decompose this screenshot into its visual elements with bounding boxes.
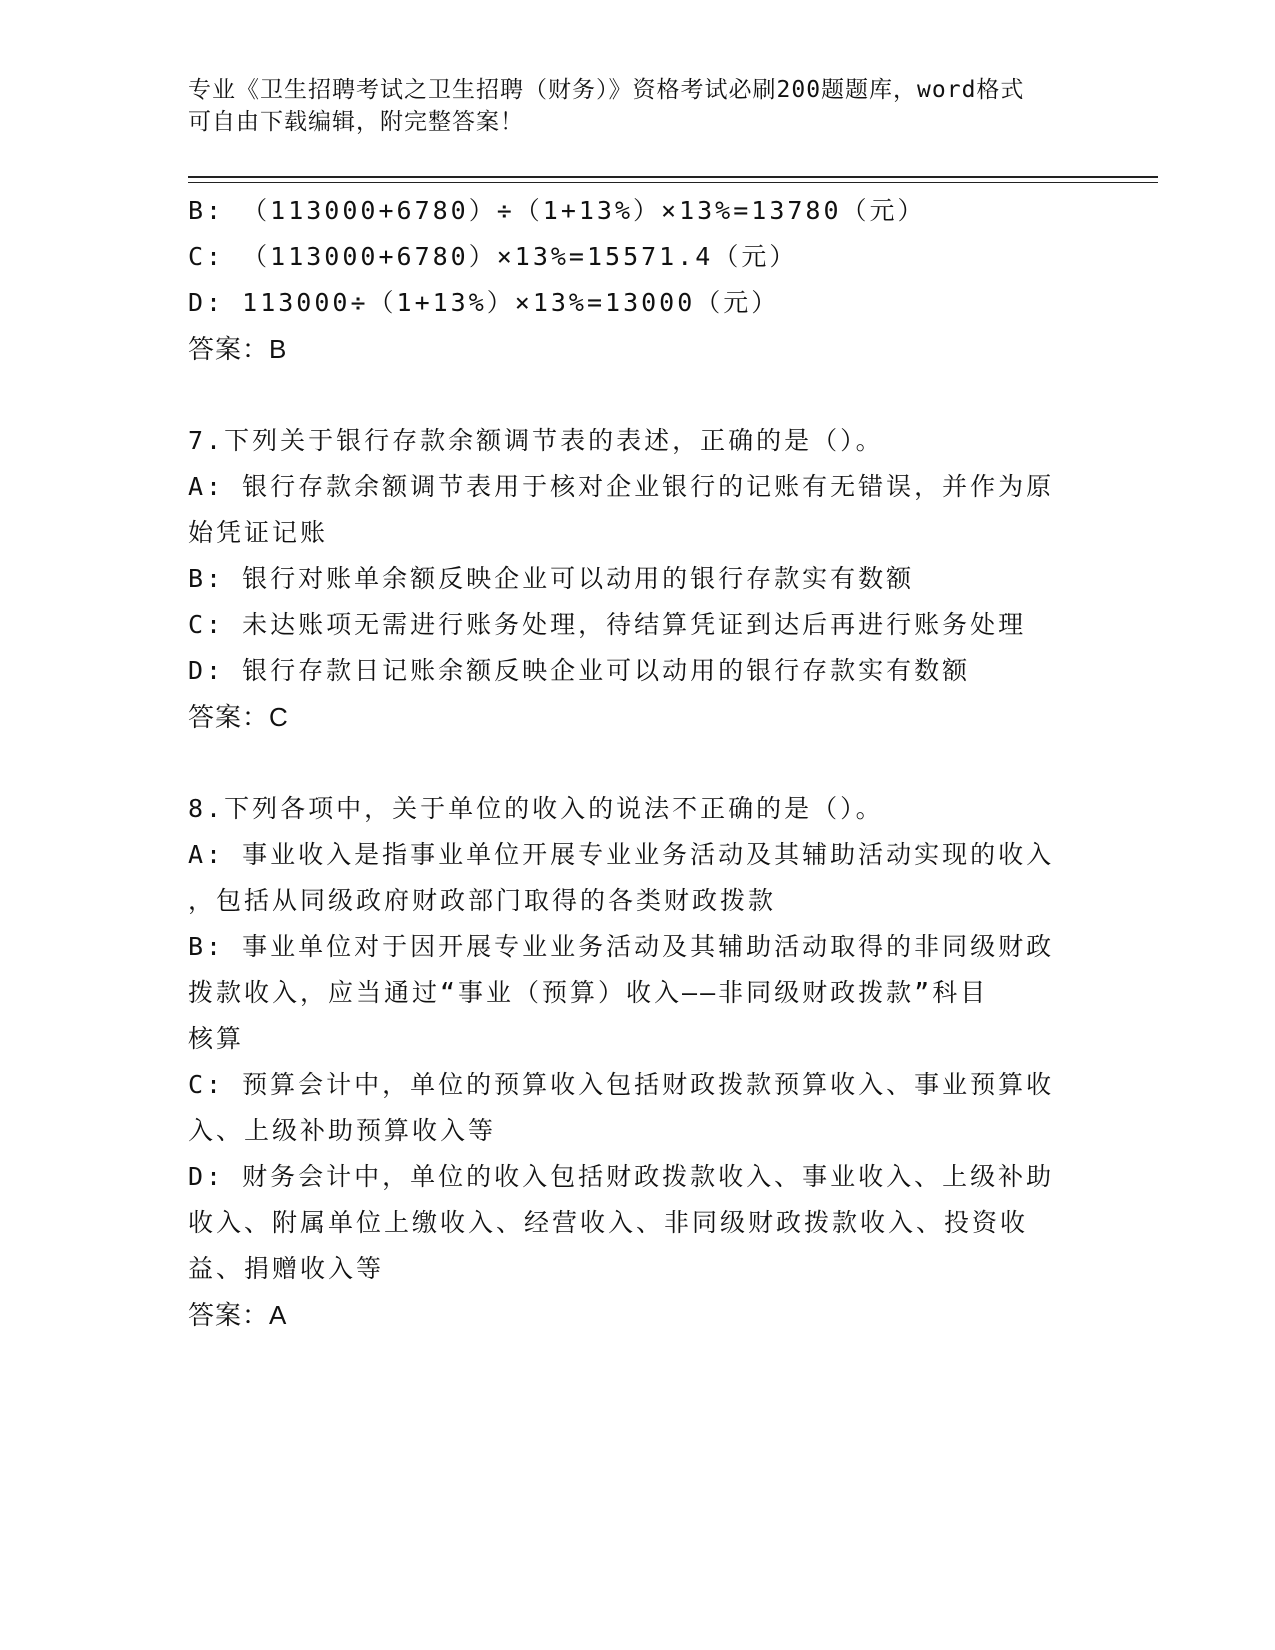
q8-option-d-line-2: 收入、附属单位上缴收入、经营收入、非同级财政拨款收入、投资收 xyxy=(188,1208,1029,1237)
q8-option-c-line-2: 入、上级补助预算收入等 xyxy=(188,1116,497,1145)
q6-option-c: C: （113000+6780）×13%=15571.4（元） xyxy=(188,242,798,271)
header-line-2: 可自由下载编辑，附完整答案！ xyxy=(188,109,524,135)
q8-option-d-line-1: D: 财务会计中，单位的收入包括财政拨款收入、事业收入、上级补助 xyxy=(188,1162,1055,1191)
spacer xyxy=(188,372,1088,418)
spacer xyxy=(188,740,1088,786)
q6-answer: 答案：B xyxy=(188,334,288,364)
q8-option-b-line-2: 拨款收入，应当通过“事业（预算）收入——非同级财政拨款”科目 xyxy=(188,978,989,1007)
q6-option-d: D: 113000÷（1+13%）×13%=13000（元） xyxy=(188,288,780,317)
q8-option-a-line-1: A: 事业收入是指事业单位开展专业业务活动及其辅助活动实现的收入 xyxy=(188,840,1055,869)
q8-stem: 8.下列各项中，关于单位的收入的说法不正确的是（）。 xyxy=(188,794,884,823)
header-divider-thin xyxy=(188,182,1158,183)
q7-stem: 7.下列关于银行存款余额调节表的表述，正确的是（）。 xyxy=(188,426,884,455)
q8-option-a-line-2: ，包括从同级政府财政部门取得的各类财政拨款 xyxy=(188,886,777,915)
q7-option-b: B: 银行对账单余额反映企业可以动用的银行存款实有数额 xyxy=(188,564,915,593)
header-divider-thick xyxy=(188,176,1158,178)
q8-option-b-line-1: B: 事业单位对于因开展专业业务活动及其辅助活动取得的非同级财政 xyxy=(188,932,1055,961)
q7-option-a-line-1: A: 银行存款余额调节表用于核对企业银行的记账有无错误，并作为原 xyxy=(188,472,1055,501)
q6-option-b: B: （113000+6780）÷（1+13%）×13%=13780（元） xyxy=(188,196,926,225)
question-content xyxy=(188,188,1088,1338)
q7-answer: 答案：C xyxy=(188,702,289,732)
q8-option-c-line-1: C: 预算会计中，单位的预算收入包括财政拨款预算收入、事业预算收 xyxy=(188,1070,1055,1099)
document-header xyxy=(188,74,1068,138)
q8-answer: 答案：A xyxy=(188,1300,288,1330)
q8-option-d-line-3: 益、捐赠收入等 xyxy=(188,1254,385,1283)
q8-option-b-line-3: 核算 xyxy=(188,1024,245,1053)
header-line-1: 专业《卫生招聘考试之卫生招聘（财务）》资格考试必刷200题题库，word格式 xyxy=(188,77,1025,103)
q7-option-c: C: 未达账项无需进行账务处理，待结算凭证到达后再进行账务处理 xyxy=(188,610,1027,639)
q7-option-a-line-2: 始凭证记账 xyxy=(188,518,329,547)
q7-option-d: D: 银行存款日记账余额反映企业可以动用的银行存款实有数额 xyxy=(188,656,971,685)
